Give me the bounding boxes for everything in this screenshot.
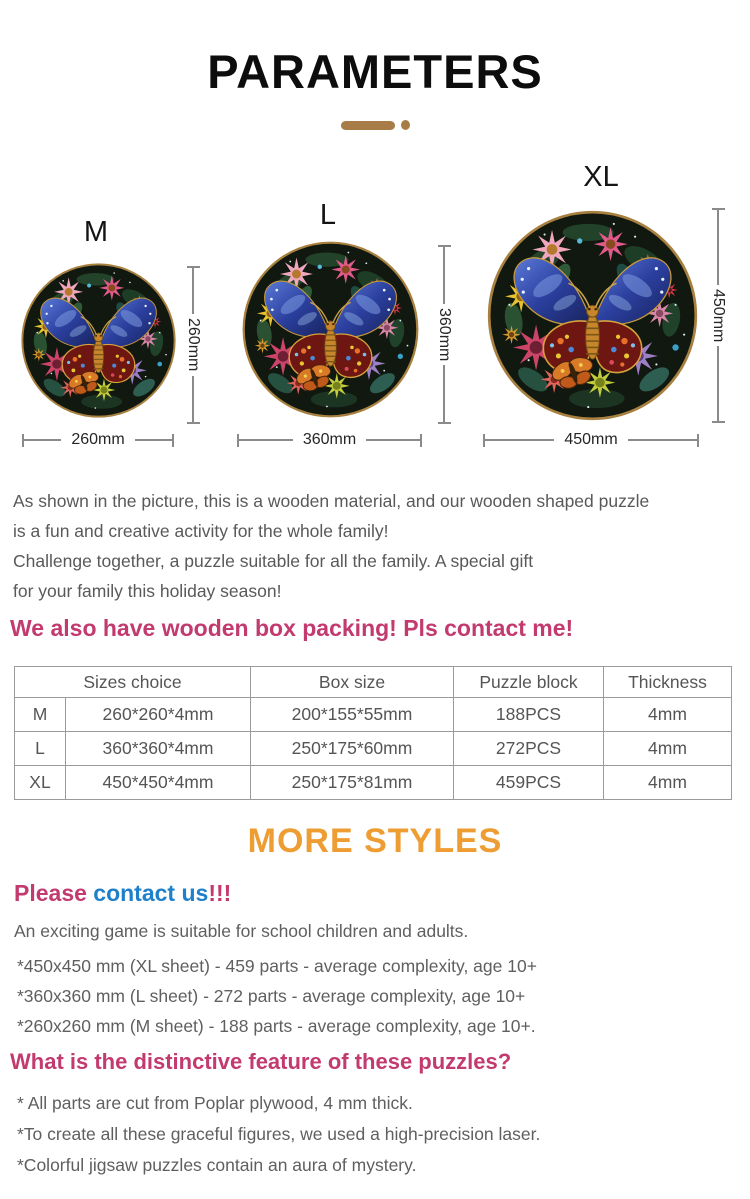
width-dimension-xl-label: 450mm xyxy=(564,431,618,448)
intro-paragraph xyxy=(13,486,649,606)
table-row-l xyxy=(15,732,732,766)
width-dimension-m xyxy=(22,432,174,448)
width-dimension-xl xyxy=(483,432,699,448)
size-label-l: L xyxy=(319,199,337,231)
height-dimension-l-label: 360mm xyxy=(436,307,453,362)
intro-line: As shown in the picture, this is a wooden material, and our wooden shaped puzzle xyxy=(13,491,650,511)
cell-thickness: 4mm xyxy=(604,766,732,800)
cell-puzzle-block: 459PCS xyxy=(454,766,604,800)
height-dimension-m-label: 260mm xyxy=(185,318,202,372)
contact-line xyxy=(14,880,231,907)
list-item: *To create all these graceful figures, we used a high-precision laser. xyxy=(17,1124,541,1144)
features-title: What is the distinctive feature of these puzzles? xyxy=(10,1049,512,1074)
divider-dot-icon xyxy=(401,120,410,130)
puzzle-photo-m xyxy=(20,262,177,419)
cell-puzzle-block: 188PCS xyxy=(454,698,604,732)
page-title: PARAMETERS xyxy=(207,45,543,98)
size-label-xl: XL xyxy=(583,161,619,193)
table-row-xl xyxy=(15,766,732,800)
contact-exclamations: !!! xyxy=(208,880,232,906)
spec-table xyxy=(14,666,732,800)
intro-line: is a fun and creative activity for the whole family! xyxy=(13,521,389,541)
width-dimension-l-label: 360mm xyxy=(302,431,357,448)
list-item: *Colorful jigsaw puzzles contain an aura of mystery. xyxy=(17,1155,417,1175)
cell-box-size: 250*175*81mm xyxy=(251,766,454,800)
size-variant-list xyxy=(17,951,537,1041)
cell-size-code: XL xyxy=(15,766,66,800)
cell-size-code: M xyxy=(15,698,66,732)
list-item: *360x360 mm (L sheet) - 272 parts - average complexity, age 10+ xyxy=(17,986,526,1006)
puzzle-photo-xl xyxy=(486,209,699,422)
contact-us-text: contact us xyxy=(93,880,209,906)
cell-sheet-size: 260*260*4mm xyxy=(66,698,251,732)
list-item: * All parts are cut from Poplar plywood, 4 mm thick. xyxy=(17,1093,413,1113)
cell-size-code: L xyxy=(15,732,66,766)
size-label-m: M xyxy=(83,216,109,248)
cell-sheet-size: 450*450*4mm xyxy=(66,766,251,800)
height-dimension-m xyxy=(184,266,202,424)
cell-box-size: 200*155*55mm xyxy=(251,698,454,732)
intro-line: for your family this holiday season! xyxy=(13,581,282,601)
col-header-thickness: Thickness xyxy=(604,667,732,698)
height-dimension-xl xyxy=(709,208,727,423)
title-divider xyxy=(0,120,750,130)
list-item: *260x260 mm (M sheet) - 188 parts - average complexity, age 10+. xyxy=(17,1016,536,1036)
cell-puzzle-block: 272PCS xyxy=(454,732,604,766)
height-dimension-l xyxy=(435,245,453,424)
cell-thickness: 4mm xyxy=(604,732,732,766)
col-header-puzzle-block: Puzzle block xyxy=(454,667,604,698)
width-dimension-l xyxy=(237,432,422,448)
height-dimension-xl-label: 450mm xyxy=(710,288,727,343)
wooden-box-promo: We also have wooden box packing! Pls contact me! xyxy=(10,615,574,641)
col-header-box-size: Box size xyxy=(251,667,454,698)
table-row-m xyxy=(15,698,732,732)
game-intro-line: An exciting game is suitable for school children and adults. xyxy=(14,921,469,941)
features-list xyxy=(17,1088,540,1181)
spec-table-header-row xyxy=(15,667,732,698)
intro-line: Challenge together, a puzzle suitable for all the family. A special gift xyxy=(13,551,534,571)
list-item: *450x450 mm (XL sheet) - 459 parts - average complexity, age 10+ xyxy=(17,956,537,976)
cell-box-size: 250*175*60mm xyxy=(251,732,454,766)
puzzle-photo-l xyxy=(241,240,420,419)
cell-thickness: 4mm xyxy=(604,698,732,732)
more-styles-title: MORE STYLES xyxy=(247,822,503,860)
divider-bar-icon xyxy=(341,121,395,130)
cell-sheet-size: 360*360*4mm xyxy=(66,732,251,766)
col-header-sizes-choice: Sizes choice xyxy=(15,667,251,698)
width-dimension-m-label: 260mm xyxy=(71,431,125,448)
contact-lead: Please xyxy=(14,880,94,906)
